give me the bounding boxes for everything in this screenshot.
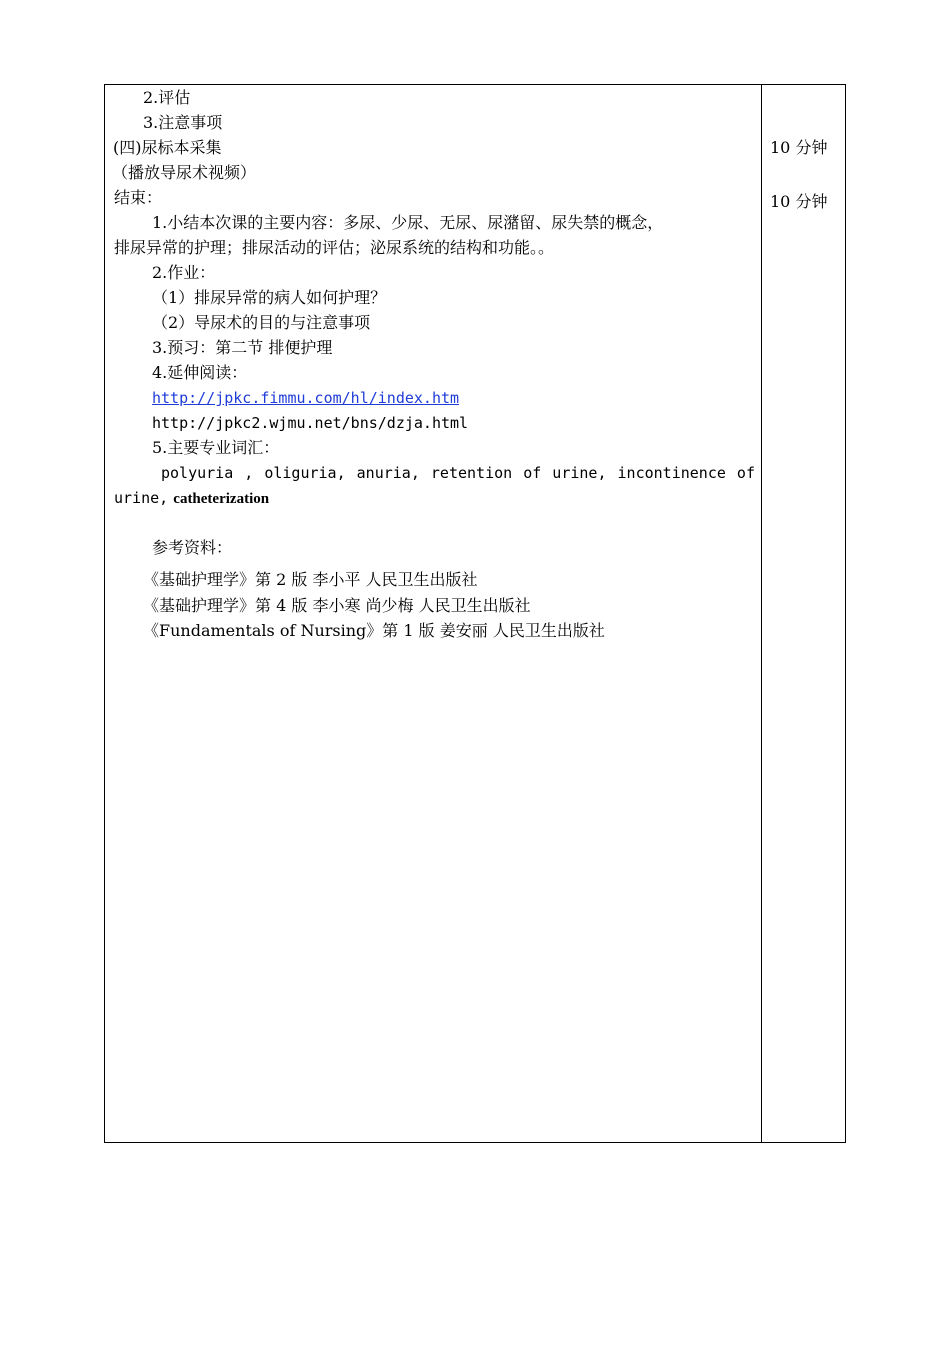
vocab-word-urine: urine, [114,489,169,507]
summary-line-2: 排尿异常的护理；排尿活动的评估；泌尿系统的结构和功能。。 [114,238,555,257]
homework-item-1: （1）排尿异常的病人如何护理？ [152,288,387,307]
video-note: （播放导尿术视频） [112,163,257,182]
reading-link-2: http://jpkc2.wjmu.net/bns/dzja.html [152,414,469,432]
time-allocation-1: 10 分钟 [770,138,828,157]
reading-heading: 4.延伸阅读： [152,363,248,382]
reading-link-1[interactable]: http://jpkc.fimmu.com/hl/index.htm [152,389,460,407]
reference-3: 《Fundamentals of Nursing》第 1 版 姜安丽 人民卫生出版社 [143,621,605,640]
specimen-heading: (四)尿标本采集 [113,138,222,157]
vocab-heading: 5.主要专业词汇： [152,438,280,457]
vocab-word-catheterization: catheterization [173,491,270,507]
reference-1: 《基础护理学》第 2 版 李小平 人民卫生出版社 [143,570,478,589]
preview-item: 3.预习：第二节 排便护理 [152,338,333,357]
homework-heading: 2.作业： [152,263,216,282]
reference-2: 《基础护理学》第 4 版 李小寒 尚少梅 人民卫生出版社 [143,596,531,615]
references-heading: 参考资料： [152,538,233,557]
time-allocation-2: 10 分钟 [770,192,828,211]
summary-line-1: 1.小结本次课的主要内容：多尿、少尿、无尿、尿潴留、尿失禁的概念， [152,213,664,232]
eval-item: 2.评估 [143,88,191,107]
ending-heading: 结束： [114,188,163,207]
vocab-line-1: polyuria , oliguria, anuria, retention of urine, incontinence of [161,464,755,482]
vocab-line-2 [114,488,269,509]
column-divider [761,85,762,1142]
homework-item-2: （2）导尿术的目的与注意事项 [152,313,371,332]
notes-item: 3.注意事项 [143,113,223,132]
